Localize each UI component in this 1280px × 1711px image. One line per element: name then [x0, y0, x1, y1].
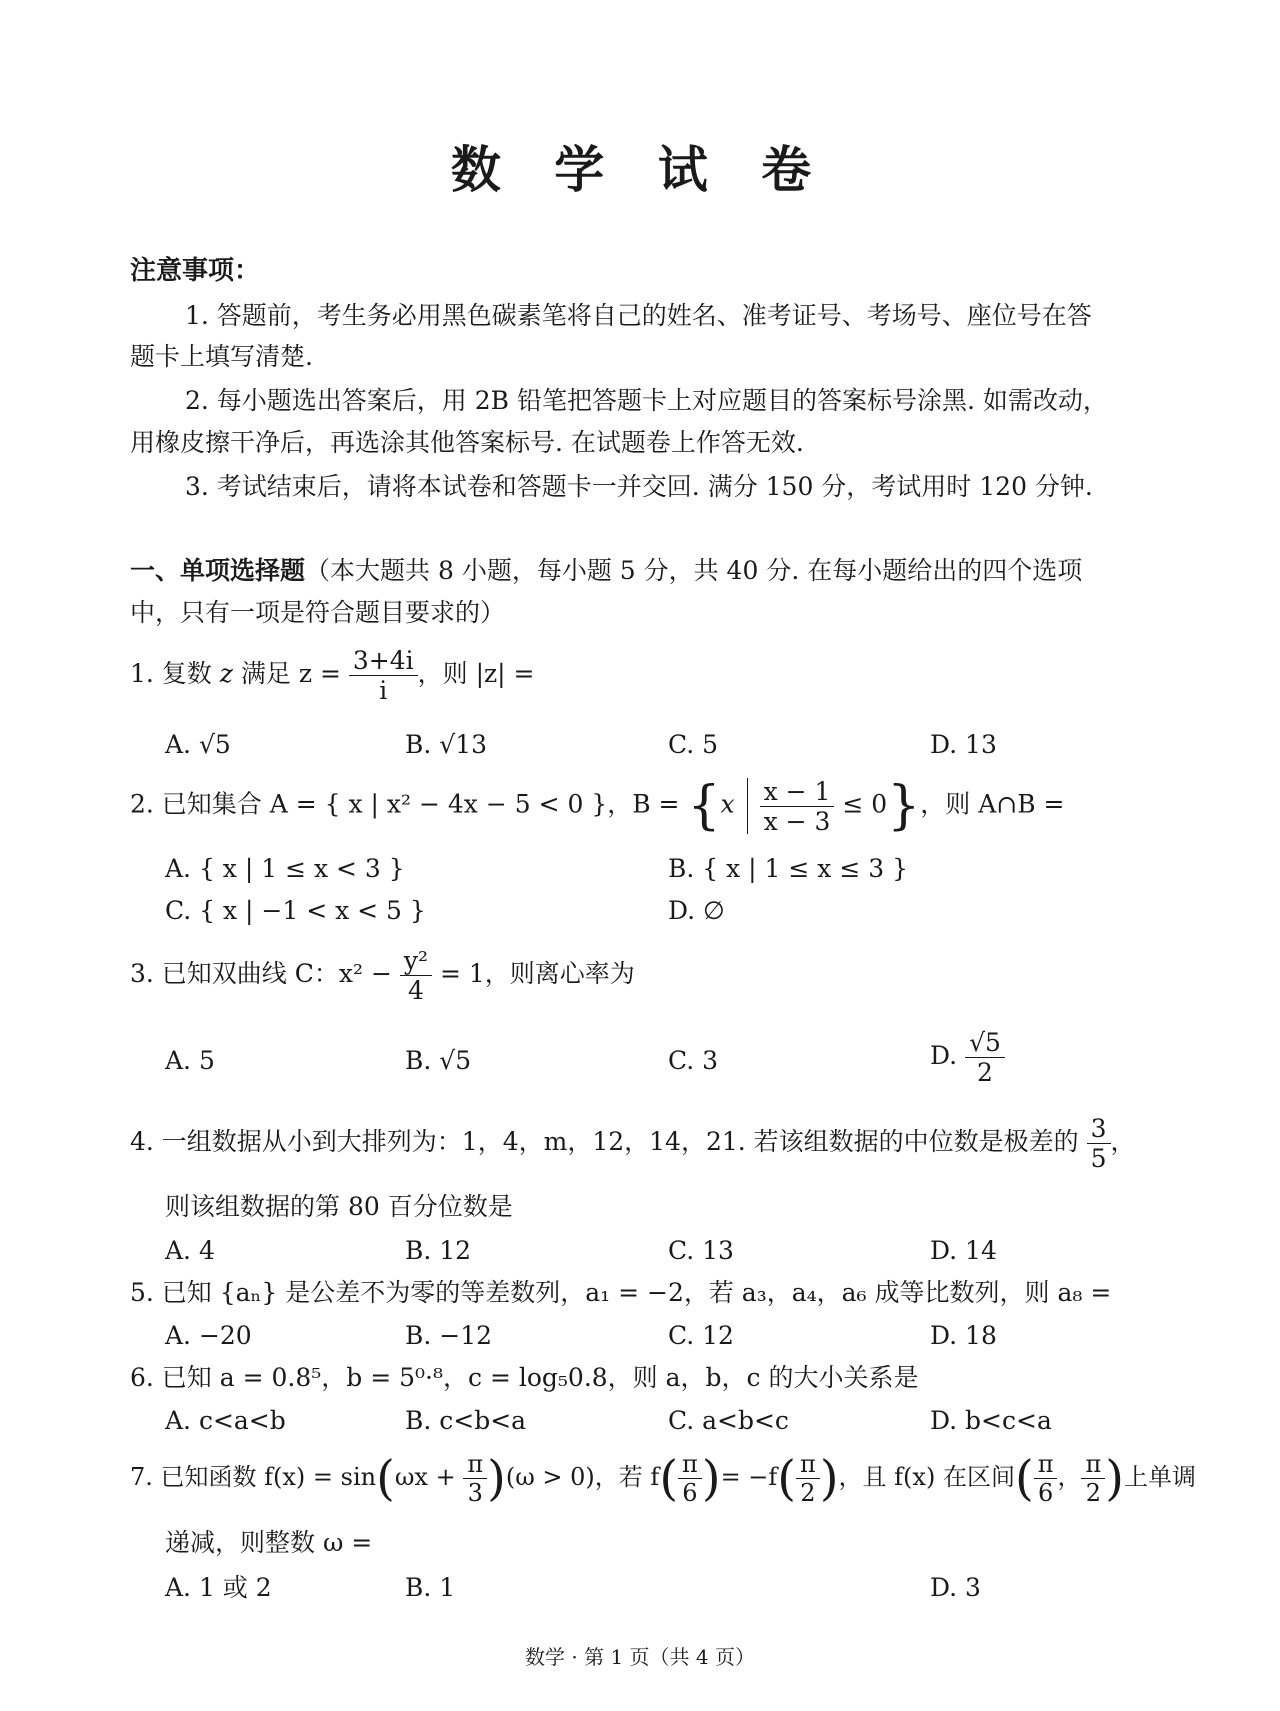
q3-option-b: B. √5: [405, 1046, 472, 1075]
q4-lead: 4. 一组数据从小到大排列为：1，4，m，12，14，21. 若该组数据的中位数是极差的: [130, 1127, 1079, 1156]
q7-paren-close-3: ): [819, 1450, 839, 1507]
q1-mid: 满足: [232, 659, 299, 688]
q7-paren-open-3: (: [777, 1450, 797, 1507]
q1-var: z: [219, 659, 233, 688]
q7-paren-open-4: (: [1014, 1450, 1034, 1507]
q3-frac-num: y²: [400, 948, 432, 976]
q7-interval-left-num: π: [1034, 1452, 1058, 1479]
question-1-stem: [130, 648, 534, 703]
q5-option-a: A. −20: [165, 1321, 252, 1350]
q6-option-a: A. c<a<b: [165, 1406, 286, 1435]
question-2-stem: [130, 778, 1065, 834]
q2-lead: 2. 已知集合 A = { x | x² − 4x − 5 < 0 }，B =: [130, 789, 680, 819]
q4-frac-den: 5: [1090, 1144, 1107, 1173]
q1-frac-num: 3+4i: [349, 648, 418, 676]
notice-heading: 注意事项：: [130, 256, 261, 286]
q6-option-c: C. a<b<c: [668, 1406, 789, 1435]
q1-option-b: B. √13: [405, 730, 488, 759]
q4-option-b: B. 12: [405, 1236, 472, 1265]
q6-option-d: D. b<c<a: [930, 1406, 1052, 1435]
q7-paren-close-4: ): [1105, 1450, 1124, 1507]
q5-option-d: D. 18: [930, 1321, 997, 1350]
notice-item-1-line-1: 1. 答题前，考生务必用黑色碳素笔将自己的姓名、准考证号、考场号、座位号在答: [185, 301, 1092, 330]
q7-stem-line-2: 递减，则整数 ω =: [165, 1528, 373, 1557]
q1-option-d: D. 13: [930, 730, 997, 759]
q7-paren-open-1: (: [376, 1450, 395, 1507]
q4-option-a: A. 4: [165, 1236, 215, 1265]
q3-fraction: [400, 948, 432, 1003]
section-1-heading: 一、单项选择题: [130, 556, 306, 585]
q7-frac-pi-2: [796, 1452, 820, 1505]
notice-item-2-line-1: 2. 每小题选出答案后，用 2B 铅笔把答题卡上对应题目的答案标号涂黑. 如需改动，: [185, 386, 1108, 415]
q2-option-b: B. { x | 1 ≤ x ≤ 3 }: [668, 854, 908, 883]
q7-mid: ，且 f(x) 在区间: [838, 1463, 1015, 1491]
q2-set-var: x: [720, 789, 735, 819]
q1-option-a: A. √5: [165, 730, 231, 759]
q2-option-d: D. ∅: [668, 896, 725, 925]
q3-option-d-fraction: [965, 1030, 1005, 1085]
q2-cond: ≤ 0: [842, 789, 888, 819]
q2-frac-den: x − 3: [763, 806, 831, 836]
q5-option-b: B. −12: [405, 1321, 493, 1350]
q7-frac-pi-2-den: 2: [800, 1479, 816, 1507]
q3-lead: 3. 已知双曲线 C：x² −: [130, 959, 392, 988]
q4-option-c: C. 13: [668, 1236, 734, 1265]
question-4-stem: [130, 1116, 1136, 1171]
section-1-desc-line-1: （本大题共 8 小题，每小题 5 分，共 40 分. 在每小题给出的四个选项: [305, 556, 1083, 585]
q1-tail: ，则 |z| =: [417, 659, 535, 688]
q1-fraction: [349, 648, 418, 703]
q3-option-a: A. 5: [165, 1046, 215, 1075]
q7-frac-pi-6-den: 6: [682, 1479, 698, 1507]
q4-option-d: D. 14: [930, 1236, 997, 1265]
q4-stem-line-2: 则该组数据的第 80 百分位数是: [165, 1192, 513, 1221]
q2-brace-left: {: [687, 776, 721, 836]
page-footer: 数学 · 第 1 页（共 4 页）: [525, 1645, 755, 1669]
q5-option-c: C. 12: [668, 1321, 734, 1350]
question-3-stem: [130, 948, 635, 1003]
question-6-stem: 6. 已知 a = 0.8⁵，b = 5⁰·⁸，c = log₅0.8，则 a，b，c 的大小关系是: [130, 1363, 919, 1392]
q4-comma: ，: [1110, 1127, 1136, 1156]
page-title: 数 学 试 卷: [450, 140, 830, 199]
q7-interval-comma: ，: [1057, 1463, 1082, 1491]
q2-option-c: C. { x | −1 < x < 5 }: [165, 896, 426, 925]
question-5-stem: 5. 已知 {aₙ} 是公差不为零的等差数列，a₁ = −2，若 a₃，a₄，a₆ 成等比数列，则 a₈ =: [130, 1278, 1112, 1307]
q2-brace-right: }: [887, 776, 921, 836]
question-7-stem: [130, 1452, 1196, 1505]
q4-frac-num: 3: [1087, 1116, 1111, 1144]
q7-frac-pi-3: [463, 1452, 487, 1505]
q7-paren-close-2: ): [701, 1450, 721, 1507]
q3-option-c: C. 3: [668, 1046, 719, 1075]
q7-interval-left-den: 6: [1037, 1479, 1054, 1507]
q7-frac-pi-6: [678, 1452, 702, 1505]
q7-lead: 7. 已知函数 f(x) = sin: [130, 1463, 377, 1491]
q7-option-b: B. 1: [405, 1573, 456, 1602]
q7-paren-open-2: (: [659, 1450, 679, 1507]
q3-tail: = 1，则离心率为: [439, 959, 635, 988]
q7-frac-interval-right: [1081, 1452, 1105, 1505]
q1-option-c: C. 5: [668, 730, 719, 759]
q7-eq-neg: = −f: [720, 1463, 778, 1491]
q7-frac-pi-2-num: π: [796, 1452, 820, 1479]
q2-option-a: A. { x | 1 ≤ x < 3 }: [165, 854, 405, 883]
q4-fraction: [1087, 1116, 1111, 1171]
q2-fraction: [760, 776, 835, 836]
q3-option-d-den: 2: [977, 1058, 993, 1087]
q7-interval-right-den: 2: [1085, 1479, 1101, 1507]
q2-set-bar: [747, 778, 748, 834]
q7-cond: (ω > 0)，若 f: [505, 1463, 660, 1491]
q7-paren-close-1: ): [487, 1450, 506, 1507]
q2-tail: ，则 A∩B =: [920, 789, 1065, 819]
q1-frac-den: i: [379, 676, 388, 705]
q1-lead: 1. 复数: [130, 659, 220, 688]
section-1-desc-line-2: 中，只有一项是符合题目要求的）: [130, 598, 506, 627]
q6-option-b: B. c<b<a: [405, 1406, 527, 1435]
section-1-heading-line-1: [130, 558, 1082, 583]
q3-option-d-num: √5: [965, 1030, 1005, 1058]
q7-frac-interval-left: [1034, 1452, 1058, 1505]
q3-option-d: [930, 1030, 1005, 1085]
q3-frac-den: 4: [407, 976, 424, 1005]
q7-frac-pi-3-num: π: [463, 1452, 487, 1479]
q7-arg: ωx +: [394, 1463, 456, 1491]
notice-item-2-line-2: 用橡皮擦干净后，再选涂其他答案标号. 在试题卷上作答无效.: [130, 428, 804, 457]
notice-item-3: 3. 考试结束后，请将本试卷和答题卡一并交回. 满分 150 分，考试用时 120 分钟.: [185, 472, 1093, 501]
q1-eq: z =: [298, 659, 341, 688]
q7-option-a: A. 1 或 2: [165, 1573, 272, 1602]
q3-option-d-label: D.: [930, 1041, 958, 1070]
q7-tail: 上单调: [1123, 1463, 1196, 1491]
q7-interval-right-num: π: [1081, 1452, 1105, 1479]
notice-item-1-line-2: 题卡上填写清楚.: [130, 342, 313, 371]
q7-frac-pi-3-den: 3: [467, 1479, 483, 1507]
q7-option-d: D. 3: [930, 1573, 981, 1602]
q7-frac-pi-6-num: π: [678, 1452, 702, 1479]
q2-frac-num: x − 1: [760, 779, 835, 807]
